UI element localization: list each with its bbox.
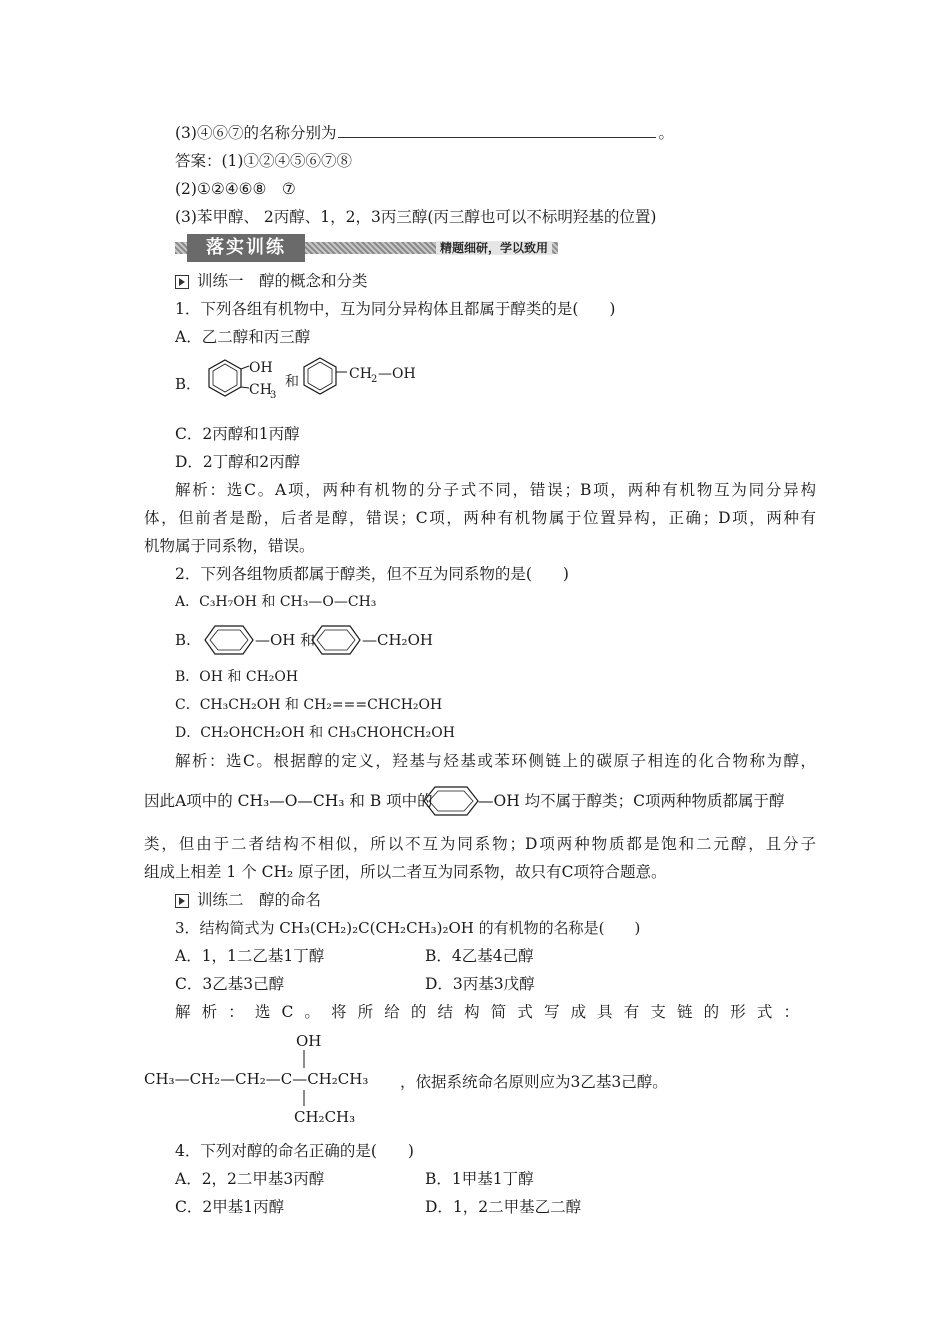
- q3-branched-structure: [144, 1028, 404, 1132]
- q3-prompt-line: [175, 122, 674, 144]
- q2-explanation-3: 类，但由于二者结构不相似，所以不互为同系物；D项两种物质都是饱和二元醇，且分子: [144, 835, 816, 853]
- q2-option-d: D．CH₂OHCH₂OH 和 CH₃CHOHCH₂OH: [175, 725, 455, 741]
- q4-stem: 4．下列对醇的命名正确的是( ): [175, 1142, 414, 1160]
- answer-line-1: 答案：(1)①②④⑤⑥⑦⑧: [175, 152, 352, 170]
- q3-prompt: (3)④⑥⑦的名称分别为: [175, 124, 337, 142]
- q3-option-b: B．4乙基4己醇: [425, 947, 534, 965]
- benzene-ring-icon: [304, 358, 336, 394]
- practice-banner: [175, 234, 558, 262]
- q4-option-b: B．1甲基1丁醇: [425, 1170, 534, 1188]
- q1-option-b-label: B．: [175, 375, 202, 393]
- q2-explanation-4: 组成上相差 1 个 CH₂ 原子团，所以二者互为同系物，故只有C项符合题意。: [144, 863, 667, 881]
- answer-line-2: (2)①②④⑥⑧ ⑦: [175, 180, 296, 198]
- q1-b-and: 和: [285, 374, 299, 390]
- answer-line-3: (3)苯甲醇、 2丙醇、1，2，3丙三醇(丙三醇也可以不标明羟基的位置): [175, 208, 657, 226]
- q3-option-a: A．1，1二乙基1丁醇: [175, 947, 325, 965]
- q1-option-b-structures: [175, 352, 435, 412]
- q1-option-d: D．2丁醇和2丙醇: [175, 453, 301, 471]
- q1-b-ch3: CH: [249, 382, 272, 398]
- svg-text:3: 3: [270, 390, 277, 401]
- q3-option-d: D．3丙基3戊醇: [425, 975, 535, 993]
- q3-explanation-2: ，依据系统命名原则应为3乙基3己醇。: [400, 1073, 668, 1091]
- q1-stem: 1．下列各组有机物中，互为同分异构体且都属于醇类的是( ): [175, 300, 616, 318]
- q2-explanation-1: 解析：选C。根据醇的定义，羟基与烃基或苯环侧链上的碳原子相连的化合物称为醇，: [175, 752, 816, 770]
- benzene-inner-ring: [213, 364, 237, 392]
- q1-explanation-1: 解析：选C。A项，两种有机物的分子式不同，错误；B项，两种有机物互为同分异构: [175, 481, 816, 499]
- play-icon: [175, 894, 189, 908]
- answer-blank[interactable]: [338, 123, 656, 138]
- struct-branch: CH₂CH₃: [294, 1108, 356, 1126]
- q3-explanation-1: 解析：选C。将所给的结构简式写成具有支链的形式：: [175, 1003, 799, 1021]
- section-heading-2: [175, 889, 321, 911]
- q1-b-oh: OH: [249, 360, 273, 376]
- q1-option-c: C．2丙醇和1丙醇: [175, 425, 300, 443]
- section-2-title: 训练二 醇的命名: [197, 891, 322, 909]
- q3-option-c: C．3乙基3己醇: [175, 975, 285, 993]
- q2-b-img-label: B.: [175, 631, 191, 649]
- q2-option-b-structures: [175, 622, 445, 658]
- q3-stem: 3．结构简式为 CH₃(CH₂)₂C(CH₂CH₃)₂OH 的有机物的名称是( ): [175, 919, 641, 937]
- q1-explanation-2: 体，但前者是酚，后者是醇，错误；C项，两种有机物属于位置异构，正确；D项，两种有: [144, 509, 816, 527]
- q2-b-img-oh: —OH 和: [255, 631, 316, 649]
- play-icon: [175, 275, 189, 289]
- q2-option-c: C．CH₃CH₂OH 和 CH₂===CHCH₂OH: [175, 697, 443, 713]
- banner-title: 落实训练: [187, 234, 305, 262]
- q2-option-a: A．C₃H₇OH 和 CH₃—O—CH₃: [175, 594, 377, 610]
- section-1-title: 训练一 醇的概念和分类: [197, 272, 368, 290]
- benzene-ring-icon: [209, 360, 241, 396]
- q2-expl-2b: —OH 均不属于醇类；C项两种物质都属于醇: [478, 792, 785, 810]
- q2-stem: 2．下列各组物质都属于醇类，但不互为同系物的是( ): [175, 565, 569, 583]
- q2-option-b: B．OH 和 CH₂OH: [175, 669, 299, 685]
- q1-option-a: A．乙二醇和丙三醇: [175, 328, 311, 346]
- struct-oh: OH: [296, 1032, 322, 1050]
- struct-main-chain: CH₃—CH₂—CH₂—C—CH₂CH₃: [144, 1070, 369, 1088]
- q4-option-d: D．1，2二甲基乙二醇: [425, 1198, 582, 1216]
- section-heading-1: [175, 270, 368, 292]
- svg-text:2: 2: [371, 374, 378, 385]
- q1-b-ch2: CH: [349, 366, 372, 382]
- q2-explanation-2: [144, 790, 433, 812]
- q2-b-img-ch2oh: —CH₂OH: [362, 631, 433, 649]
- q3-end: 。: [658, 124, 674, 142]
- q4-option-a: A．2，2二甲基3丙醇: [175, 1170, 325, 1188]
- q1-explanation-3: 机物属于同系物，错误。: [144, 537, 315, 555]
- banner-subtitle: 精题细研，学以致用: [436, 241, 552, 255]
- q4-option-c: C．2甲基1丙醇: [175, 1198, 285, 1216]
- q1-b-oh2: —OH: [378, 366, 416, 382]
- q2-expl-2a: 因此A项中的 CH₃—O—CH₃ 和 B 项中的: [144, 792, 433, 810]
